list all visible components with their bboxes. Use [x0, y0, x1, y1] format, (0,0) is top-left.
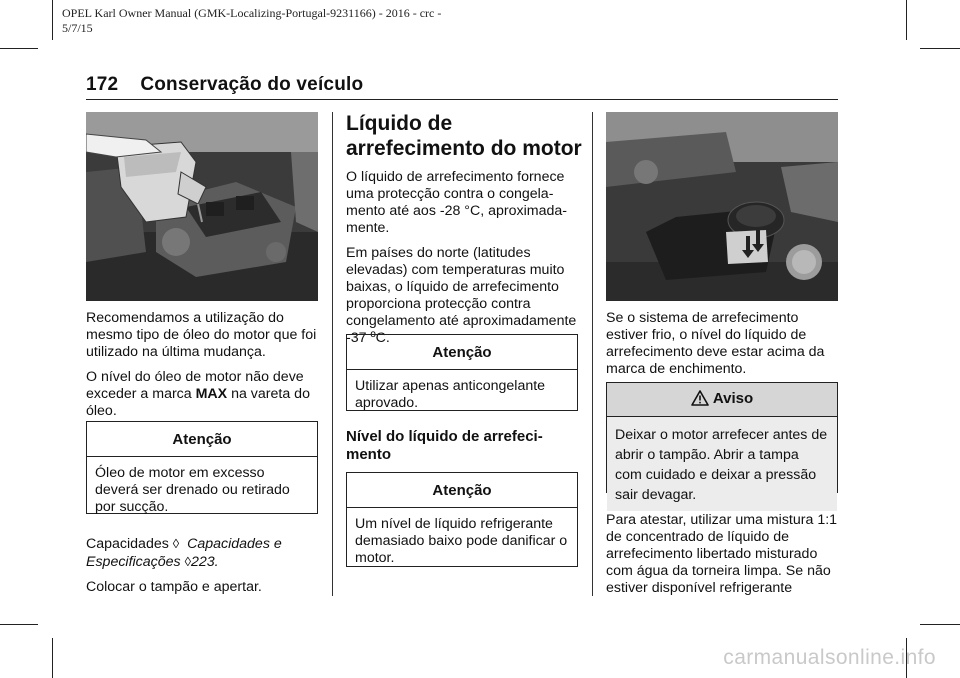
caution-body: Óleo de motor em excesso deverá ser drenado ou retirado por sucção. — [95, 465, 290, 515]
watermark: carmanualsonline.info — [723, 646, 936, 669]
column-3-lower — [606, 512, 842, 605]
coolant-level-paragraph: Se o sistema de arrefecimento estiver frio, o nível do líquido de arrefecimento deve estar acima da marca de enchimento. — [606, 310, 825, 377]
capacities-label: Capacidades — [86, 536, 173, 552]
document-header — [62, 6, 562, 36]
coolant-heading: Líquido de arrefecimento do motor — [346, 112, 582, 160]
oil-paragraph-1: Recomendamos a utilização do mesmo tipo de óleo do motor que foi utilizado na última mudança. — [86, 310, 317, 360]
coolant-reservoir-photo — [606, 112, 838, 301]
warning-title: Aviso — [712, 390, 754, 407]
heading-rule — [86, 99, 838, 100]
caution-title: Atenção — [87, 422, 317, 457]
warning-title-row — [607, 383, 837, 417]
document-header-date: 5/7/15 — [62, 21, 93, 35]
warning-triangle-icon — [691, 390, 709, 410]
column-2 — [346, 111, 582, 355]
crop-mark — [920, 48, 960, 49]
max-mark: MAX — [195, 386, 228, 402]
capacities-reference — [86, 535, 326, 571]
crop-mark — [0, 624, 38, 625]
column-divider — [592, 112, 593, 596]
page-number: 172 — [86, 74, 119, 95]
coolant-paragraph-2: Em países do norte (latitudes elevadas) com temperaturas muito baixas, o líquido de arrefecimento proporciona protecção contra congelamento até aproximadamente -37 ºC. — [346, 245, 577, 346]
column-3 — [606, 310, 842, 386]
crop-mark — [920, 624, 960, 625]
column-divider — [332, 112, 333, 596]
capacities-page: 223. — [191, 554, 219, 570]
column-1 — [86, 310, 326, 428]
caution-box-oil — [86, 421, 318, 514]
crop-mark — [52, 638, 53, 678]
caution-box-antifreeze — [346, 334, 578, 411]
crop-mark — [0, 48, 38, 49]
coolant-level-subheading: Nível do líquido de arrefeci-mento — [346, 428, 543, 463]
cap-paragraph: Colocar o tampão e apertar. — [86, 579, 262, 595]
reference-arrow-icon: ◊ — [172, 536, 180, 551]
document-header-line: OPEL Karl Owner Manual (GMK-Localizing-Portugal-9231166) - 2016 - crc - — [62, 6, 442, 20]
crop-mark — [52, 0, 53, 40]
oil-paragraph-2 — [86, 369, 326, 420]
caution-box-level — [346, 472, 578, 567]
page-heading — [86, 74, 363, 96]
caution-body: Utilizar apenas anticongelante aprovado. — [355, 378, 546, 411]
oil-paragraph-2-text: O nível do óleo de motor não deve exceder a marca — [86, 369, 304, 402]
section-title: Conservação do veículo — [140, 74, 364, 95]
engine-oil-fill-photo — [86, 112, 318, 301]
column-1-lower — [86, 535, 326, 604]
caution-body: Um nível de líquido refrigerante demasiado baixo pode danificar o motor. — [355, 516, 568, 566]
warning-box — [606, 382, 838, 503]
caution-title: Atenção — [347, 335, 577, 370]
capacities-link[interactable]: Capacidades e Especificações — [86, 536, 282, 570]
reference-arrow-icon: ◊ — [184, 554, 192, 569]
coolant-paragraph-1: O líquido de arrefecimento fornece uma protecção contra o congela-mento até aos -28 °C, aproximada-mente. — [346, 169, 567, 236]
warning-body: Deixar o motor arrefecer antes de abrir o tampão. Abrir a tampa com cuidado e deixar a pressão sair devagar. — [607, 417, 837, 511]
oil-paragraph-2-end: na vareta do óleo. — [86, 386, 310, 419]
refill-paragraph: Para atestar, utilizar uma mistura 1:1 de concentrado de líquido de arrefecimento libertado misturado com água da torneira limpa. Se não estiver disponível refrigerante — [606, 512, 838, 596]
caution-title: Atenção — [347, 473, 577, 508]
crop-mark — [906, 0, 907, 40]
